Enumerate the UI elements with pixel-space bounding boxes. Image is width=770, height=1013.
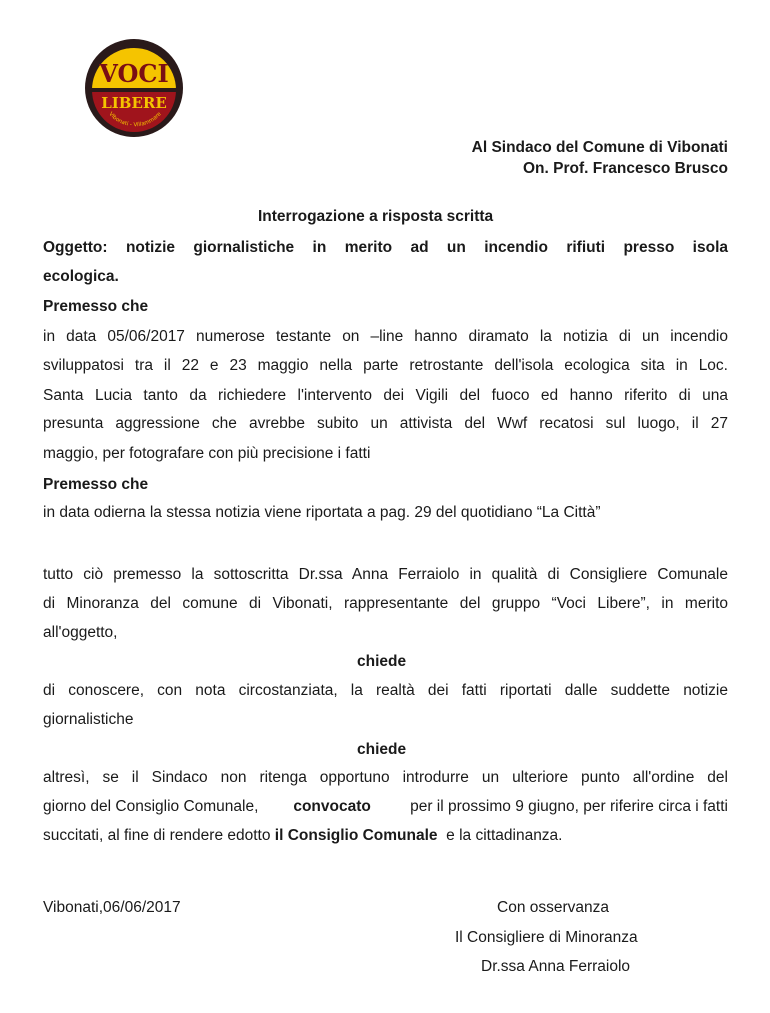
- subject-line-2: ecologica.: [43, 268, 119, 285]
- request-1-line: giornalistiche: [43, 711, 134, 728]
- body-line: tutto ciò premesso la sottoscritta Dr.ssa Anna Ferraiolo in qualità di Consigliere Comunale: [43, 566, 728, 583]
- request-1-label: chiede: [357, 653, 407, 670]
- request-2-label: chiede: [357, 741, 407, 758]
- logo-ring-text: Vibonati - Villammare: [107, 111, 163, 129]
- request-2-line-emphasis: convocato: [293, 798, 371, 815]
- request-2-line: [43, 826, 563, 846]
- request-1-line: di conoscere, con nota circostanziata, la realtà dei fatti riportati dalle suddette notizie: [43, 682, 728, 699]
- signer-name: Dr.ssa Anna Ferraiolo: [481, 958, 631, 975]
- body-line: di Minoranza del comune di Vibonati, rappresentante del gruppo “Voci Libere”, in merito: [43, 595, 728, 612]
- voci-libere-logo: [84, 38, 184, 138]
- premise-1-line: in data 05/06/2017 numerose testante on –line hanno diramato la notizia di un incendio: [43, 328, 728, 345]
- premise-1-line: Santa Lucia tanto da richiedere l'intervento dei Vigili del fuoco ed hanno riferito di una: [43, 387, 728, 404]
- signer-role: Il Consigliere di Minoranza: [455, 929, 638, 946]
- premise-2-label: Premesso che: [43, 476, 149, 493]
- recipient-line-1: Al Sindaco del Comune di Vibonati: [471, 139, 728, 156]
- document-heading: Interrogazione a risposta scritta: [258, 208, 494, 225]
- request-2-line-emphasis: il Consiglio Comunale: [274, 827, 438, 844]
- premise-1-line: maggio, per fotografare con più precisione i fatti: [43, 445, 371, 462]
- request-2-line-part: giorno del Consiglio Comunale,: [43, 798, 259, 815]
- logo-top-text: VOCI: [99, 59, 169, 88]
- request-2-line-part: e la cittadinanza.: [437, 827, 563, 844]
- premise-2-line: in data odierna la stessa notizia viene riportata a pag. 29 del quotidiano “La Città”: [43, 504, 601, 521]
- closing: Con osservanza: [497, 899, 610, 916]
- request-2-line-part: succitati, al fine di rendere edotto: [43, 827, 275, 844]
- premise-1-label: Premesso che: [43, 298, 149, 315]
- request-2-line-part: per il prossimo 9 giugno, per riferire circa i fatti: [405, 798, 728, 815]
- recipient-line-2: On. Prof. Francesco Brusco: [523, 160, 728, 177]
- subject-line-1: Oggetto: notizie giornalistiche in merito ad un incendio rifiuti presso isola: [43, 239, 728, 256]
- premise-1-line: sviluppatosi tra il 22 e 23 maggio nella parte retrostante dell'isola ecologica sita in Loc.: [43, 357, 728, 374]
- place-date: Vibonati,06/06/2017: [43, 899, 181, 916]
- request-2-line: altresì, se il Sindaco non ritenga opportuno introdurre un ulteriore punto all'ordine del: [43, 769, 728, 786]
- premise-1-line: presunta aggressione che avrebbe subito un attivista del Wwf recatosi sul luogo, il 27: [43, 415, 728, 432]
- request-2-line: [43, 797, 728, 817]
- logo-bottom-text: LIBERE: [101, 94, 167, 112]
- body-line: all'oggetto,: [43, 624, 118, 641]
